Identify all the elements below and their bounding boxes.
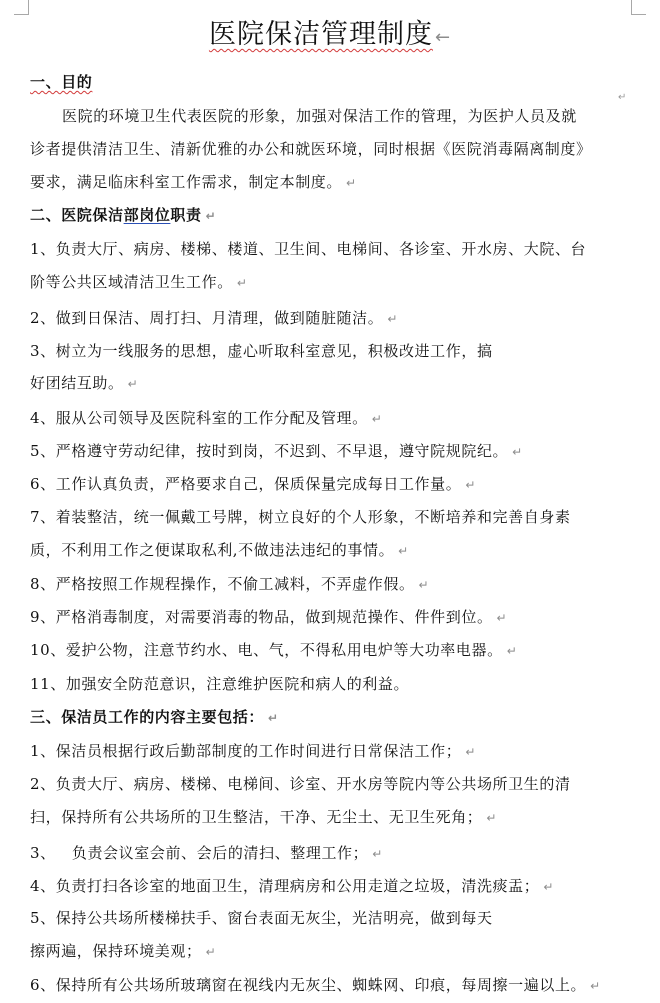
paragraph-mark-icon: ↵ bbox=[236, 276, 248, 290]
paragraph-mark-icon: ↵ bbox=[486, 811, 498, 825]
section-3-line[interactable]: 3、 负责会议室会前、会后的清扫、整理工作； ↵ bbox=[30, 844, 383, 862]
section-2-line[interactable]: 5、严格遵守劳动纪律，按时到岗，不迟到、不早退，遵守院规院纪。 ↵ bbox=[30, 442, 523, 460]
section-2-line[interactable]: 阶等公共区域清洁卫生工作。 ↵ bbox=[30, 273, 248, 291]
section-3-line[interactable]: 扫，保持所有公共场所的卫生整洁，干净、无尘土、无卫生死角； ↵ bbox=[30, 808, 498, 826]
section-2-line[interactable]: 9、严格消毒制度，对需要消毒的物品，做到规范操作、件件到位。 ↵ bbox=[30, 608, 508, 626]
paragraph-mark-icon: ↵ bbox=[372, 847, 383, 861]
paragraph-mark-icon: ↵ bbox=[618, 92, 627, 103]
paragraph-mark-icon: ↵ bbox=[346, 176, 357, 190]
section-2-line[interactable]: 8、严格按照工作规程操作，不偷工减料，不弄虚作假。 ↵ bbox=[30, 575, 430, 593]
section-2-line[interactable]: 4、服从公司领导及医院科室的工作分配及管理。 ↵ bbox=[30, 409, 383, 427]
document-title[interactable]: 医院保洁管理制度 ← bbox=[208, 19, 452, 50]
section-3-heading[interactable]: 三、保洁员工作的内容主要包括： ↵ bbox=[30, 708, 279, 726]
paragraph-mark-icon: ↵ bbox=[465, 478, 477, 492]
paragraph-mark-icon: ↵ bbox=[496, 611, 508, 625]
title-arrow-mark: ← bbox=[434, 27, 452, 48]
paragraph-mark-icon: ↵ bbox=[590, 979, 601, 993]
paragraph-mark-icon: ↵ bbox=[543, 880, 555, 894]
section-2-line[interactable]: 10、爱护公物，注意节约水、电、气，不得私用电炉等大功率电器。 ↵ bbox=[30, 641, 518, 659]
section-2-heading[interactable]: 二、医院保洁部岗位职责 ↵ bbox=[30, 206, 217, 224]
section-3-line[interactable]: 4、负责打扫各诊室的地面卫生，清理病房和公用走道之垃圾，清洗痰盂； ↵ bbox=[30, 877, 555, 895]
section-3-line[interactable]: 2、负责大厅、病房、楼梯、电梯间、诊室、开水房等院内等公共场所卫生的清 bbox=[30, 775, 571, 793]
paragraph-mark-icon: ↵ bbox=[418, 578, 430, 592]
section-3-line[interactable]: 6、保持所有公共场所玻璃窗在视线内无灰尘、蜘蛛网、印痕，每周擦一遍以上。 ↵ bbox=[30, 976, 601, 994]
section-2-line[interactable]: 好团结互助。 ↵ bbox=[30, 374, 139, 392]
paragraph-mark-icon: ↵ bbox=[268, 711, 279, 725]
section-2-line[interactable]: 质，不利用工作之便谋取私利,不做违法违纪的事情。 ↵ bbox=[30, 541, 409, 559]
section-2-line[interactable]: 2、做到日保洁、周打扫、月清理，做到随脏随洁。 ↵ bbox=[30, 309, 399, 327]
section-1-line-1[interactable]: 医院的环境卫生代表医院的形象，加强对保洁工作的管理，为医护人员及就 bbox=[62, 107, 577, 125]
paragraph-mark-icon: ↵ bbox=[506, 644, 518, 658]
section-1-line-2[interactable]: 诊者提供清洁卫生、清新优雅的办公和就医环境，同时根据《医院消毒隔离制度》 bbox=[30, 140, 592, 158]
paragraph-mark-icon: ↵ bbox=[205, 209, 217, 223]
section-2-line[interactable]: 11、加强安全防范意识，注意维护医院和病人的利益。 bbox=[30, 675, 410, 693]
paragraph-mark-icon: ↵ bbox=[387, 312, 399, 326]
section-2-line[interactable]: 6、工作认真负责，严格要求自己，保质保量完成每日工作量。 ↵ bbox=[30, 475, 477, 493]
paragraph-mark-icon: ↵ bbox=[127, 377, 139, 391]
section-2-line[interactable]: 3、树立为一线服务的思想，虚心听取科室意见，积极改进工作，搞 bbox=[30, 342, 493, 360]
paragraph-mark-icon: ↵ bbox=[371, 412, 383, 426]
section-2-line[interactable]: 1、负责大厅、病房、楼梯、楼道、卫生间、电梯间、各诊室、开水房、大院、台 bbox=[30, 240, 587, 258]
section-1-line-3[interactable]: 要求，满足临床科室工作需求，制定本制度。 ↵ bbox=[30, 173, 357, 191]
section-3-line[interactable]: 5、保持公共场所楼梯扶手、窗台表面无灰尘，光洁明亮，做到每天 bbox=[30, 909, 493, 927]
paragraph-mark-icon: ↵ bbox=[465, 745, 477, 759]
paragraph-mark-icon: ↵ bbox=[512, 445, 523, 459]
section-1-heading[interactable]: 一、目的 bbox=[30, 73, 93, 91]
section-3-line[interactable]: 1、保洁员根据行政后勤部制度的工作时间进行日常保洁工作； ↵ bbox=[30, 742, 477, 760]
section-2-line[interactable]: 7、着装整洁，统一佩戴工号牌，树立良好的个人形象，不断培养和完善自身素 bbox=[30, 508, 571, 526]
section-3-line[interactable]: 擦两遍，保持环境美观； ↵ bbox=[30, 942, 217, 960]
paragraph-mark-icon: ↵ bbox=[205, 945, 217, 959]
paragraph-mark-icon: ↵ bbox=[398, 544, 409, 558]
